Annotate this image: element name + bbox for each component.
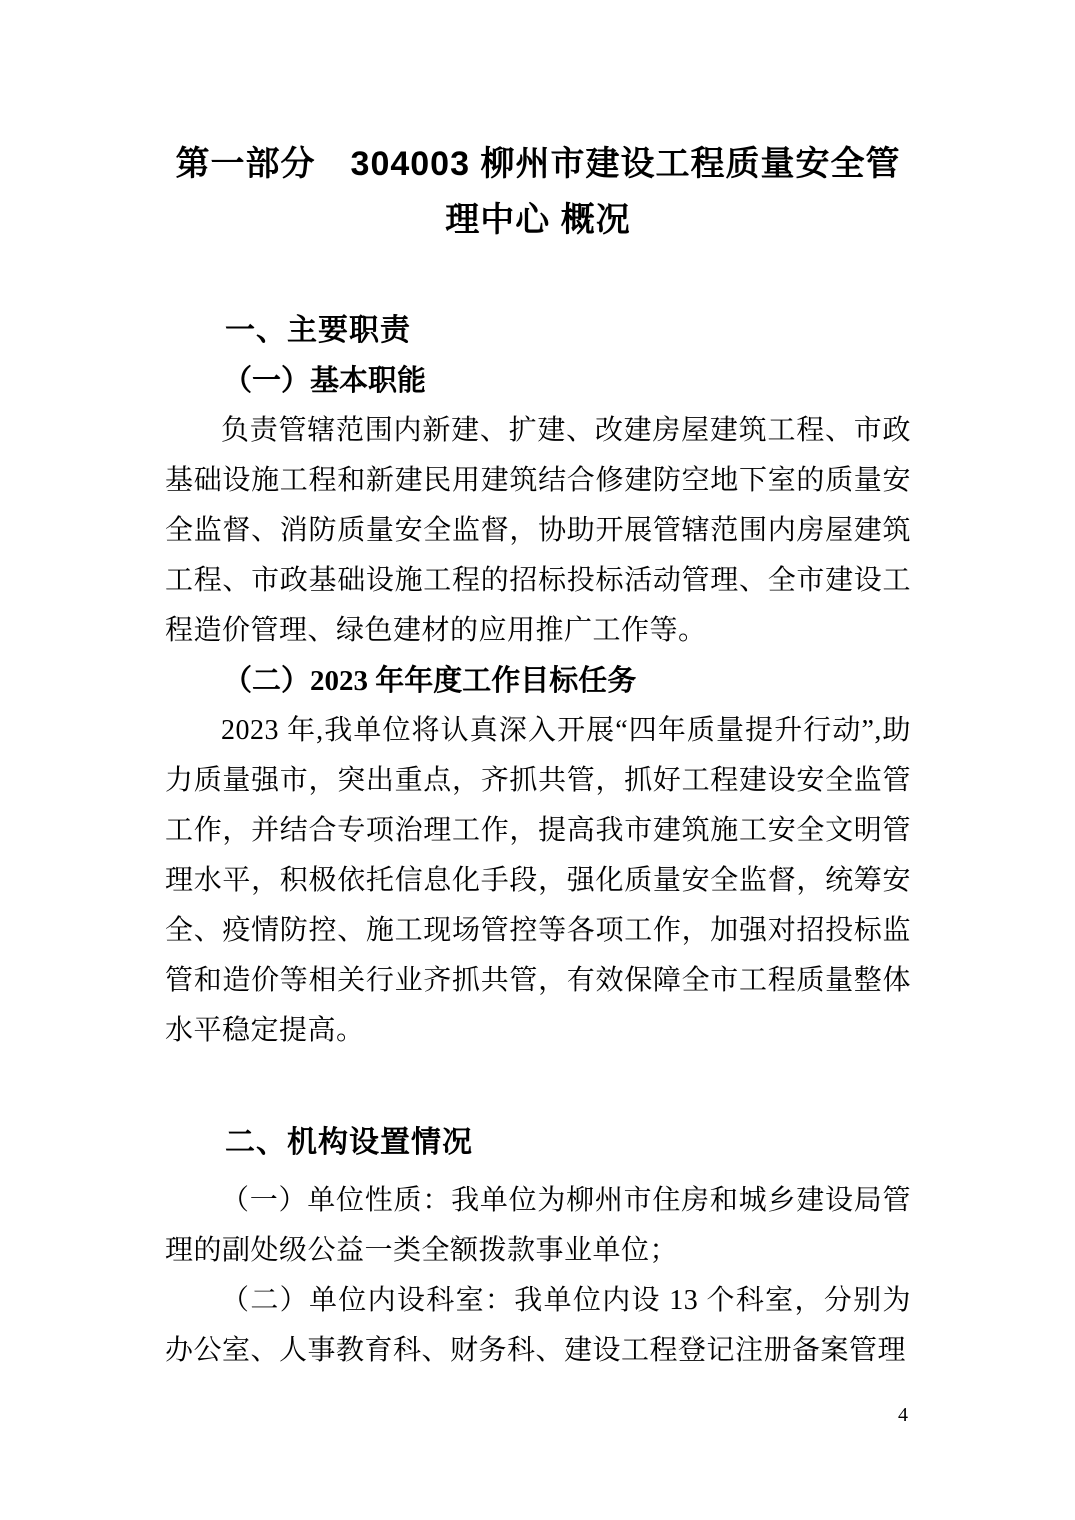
section-1-sub-2-heading: （二）2023 年年度工作目标任务 xyxy=(223,665,637,697)
section-1-sub-1-heading: （一）基本职能 xyxy=(223,365,427,397)
document-content xyxy=(165,0,911,1376)
section-2-heading: 二、机构设置情况 xyxy=(225,1126,473,1159)
section-1-sub-1-paragraph: 负责管辖范围内新建、扩建、改建房屋建筑工程、市政基础设施工程和新建民用建筑结合修建防空地下室的质量安全监督、消防质量安全监督，协助开展管辖范围内房屋建筑工程、市政基础设施工程的招标投标活动管理、全市建设工程造价管理、绿色建材的应用推广工作等。 xyxy=(165,415,911,646)
section-2-paragraph-2: （二）单位内设科室：我单位内设 13 个科室，分别为办公室、人事教育科、财务科、建设工程登记注册备案管理 xyxy=(165,1285,911,1366)
page-number: 4 xyxy=(898,1404,908,1426)
section-1-heading: 一、主要职责 xyxy=(225,314,411,347)
section-1-sub-2-paragraph: 2023 年,我单位将认真深入开展“四年质量提升行动”,助力质量强市，突出重点，齐抓共管，抓好工程建设安全监管工作，并结合专项治理工作，提高我市建筑施工安全文明管理水平，积极依托信息化手段，强化质量安全监督，统筹安全、疫情防控、施工现场管控等各项工作，加强对招投标监管和造价等相关行业齐抓共管，有效保障全市工程质量整体水平稳定提高。 xyxy=(165,715,911,1046)
document-title: 第一部分 304003 柳州市建设工程质量安全管理中心 概况 xyxy=(175,145,901,239)
section-2-paragraph-1: （一）单位性质：我单位为柳州市住房和城乡建设局管理的副处级公益一类全额拨款事业单位； xyxy=(165,1185,911,1266)
